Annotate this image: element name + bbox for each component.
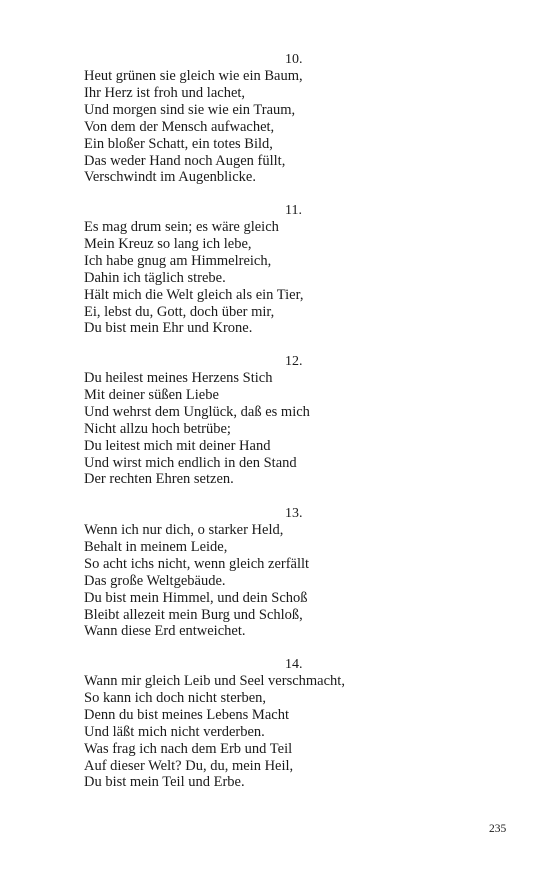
verse-line: Der rechten Ehren setzen. (84, 471, 234, 488)
verse-line: Und wirst mich endlich in den Stand (84, 454, 297, 471)
verse-line: Und läßt mich nicht verderben. (84, 723, 265, 740)
verse-line: Du bist mein Himmel, und dein Schoß (84, 589, 308, 606)
verse-line: Das weder Hand noch Augen füllt, (84, 152, 286, 169)
verse-line: Heut grünen sie gleich wie ein Baum, (84, 68, 303, 84)
stanza-number: 12. (285, 354, 303, 369)
verse-line: Was frag ich nach dem Erb und Teil (84, 740, 293, 757)
verse-line: Es mag drum sein; es wäre gleich (84, 219, 279, 235)
verse-line: Bleibt allezeit mein Burg und Schloß, (84, 606, 303, 623)
verse-line: Du bist mein Teil und Erbe. (84, 774, 245, 791)
verse-line: Ein bloßer Schatt, ein totes Bild, (84, 135, 273, 152)
stanza-lines (84, 219, 303, 337)
verse-line: Und morgen sind sie wie ein Traum, (84, 101, 296, 118)
verse-line: Dahin ich täglich strebe. (84, 269, 226, 286)
verse-line: Verschwindt im Augenblicke. (84, 169, 256, 186)
stanza-number: 14. (285, 657, 303, 672)
verse-line: Von dem der Mensch aufwachet, (84, 118, 275, 135)
verse-line: Und wehrst dem Unglück, daß es mich (84, 403, 310, 420)
verse-line: Denn du bist meines Lebens Macht (84, 706, 289, 723)
stanza-lines (84, 68, 303, 186)
verse-line: Ihr Herz ist froh und lachet, (84, 84, 246, 101)
stanza-number: 13. (285, 506, 303, 521)
verse-line: Du leitest mich mit deiner Hand (84, 437, 271, 454)
verse-line: Ich habe gnug am Himmelreich, (84, 252, 272, 269)
verse-line: Das große Weltgebäude. (84, 572, 226, 589)
stanza-lines (84, 522, 309, 640)
stanza-lines (84, 673, 345, 791)
verse-line: Hält mich die Welt gleich als ein Tier, (84, 286, 304, 303)
stanza-number: 10. (285, 52, 303, 67)
verse-line: Du bist mein Ehr und Krone. (84, 320, 253, 337)
verse-line: Du heilest meines Herzens Stich (84, 370, 273, 386)
verse-line: So kann ich doch nicht sterben, (84, 689, 267, 706)
verse-line: Mein Kreuz so lang ich lebe, (84, 235, 252, 252)
verse-line: Ei, lebst du, Gott, doch über mir, (84, 303, 275, 320)
verse-line: Auf dieser Welt? Du, du, mein Heil, (84, 757, 294, 774)
verse-line: Mit deiner süßen Liebe (84, 386, 219, 403)
verse-line: Behalt in meinem Leide, (84, 538, 228, 555)
verse-line: Wann mir gleich Leib und Seel verschmacht, (84, 673, 345, 689)
stanza-lines (84, 370, 310, 488)
verse-line: Wann diese Erd entweichet. (84, 623, 246, 640)
verse-line: Nicht allzu hoch betrübe; (84, 420, 231, 437)
verse-line: Wenn ich nur dich, o starker Held, (84, 522, 284, 538)
verse-line: So acht ichs nicht, wenn gleich zerfällt (84, 555, 310, 572)
page-number: 235 (489, 823, 507, 835)
stanza-number: 11. (285, 203, 302, 218)
